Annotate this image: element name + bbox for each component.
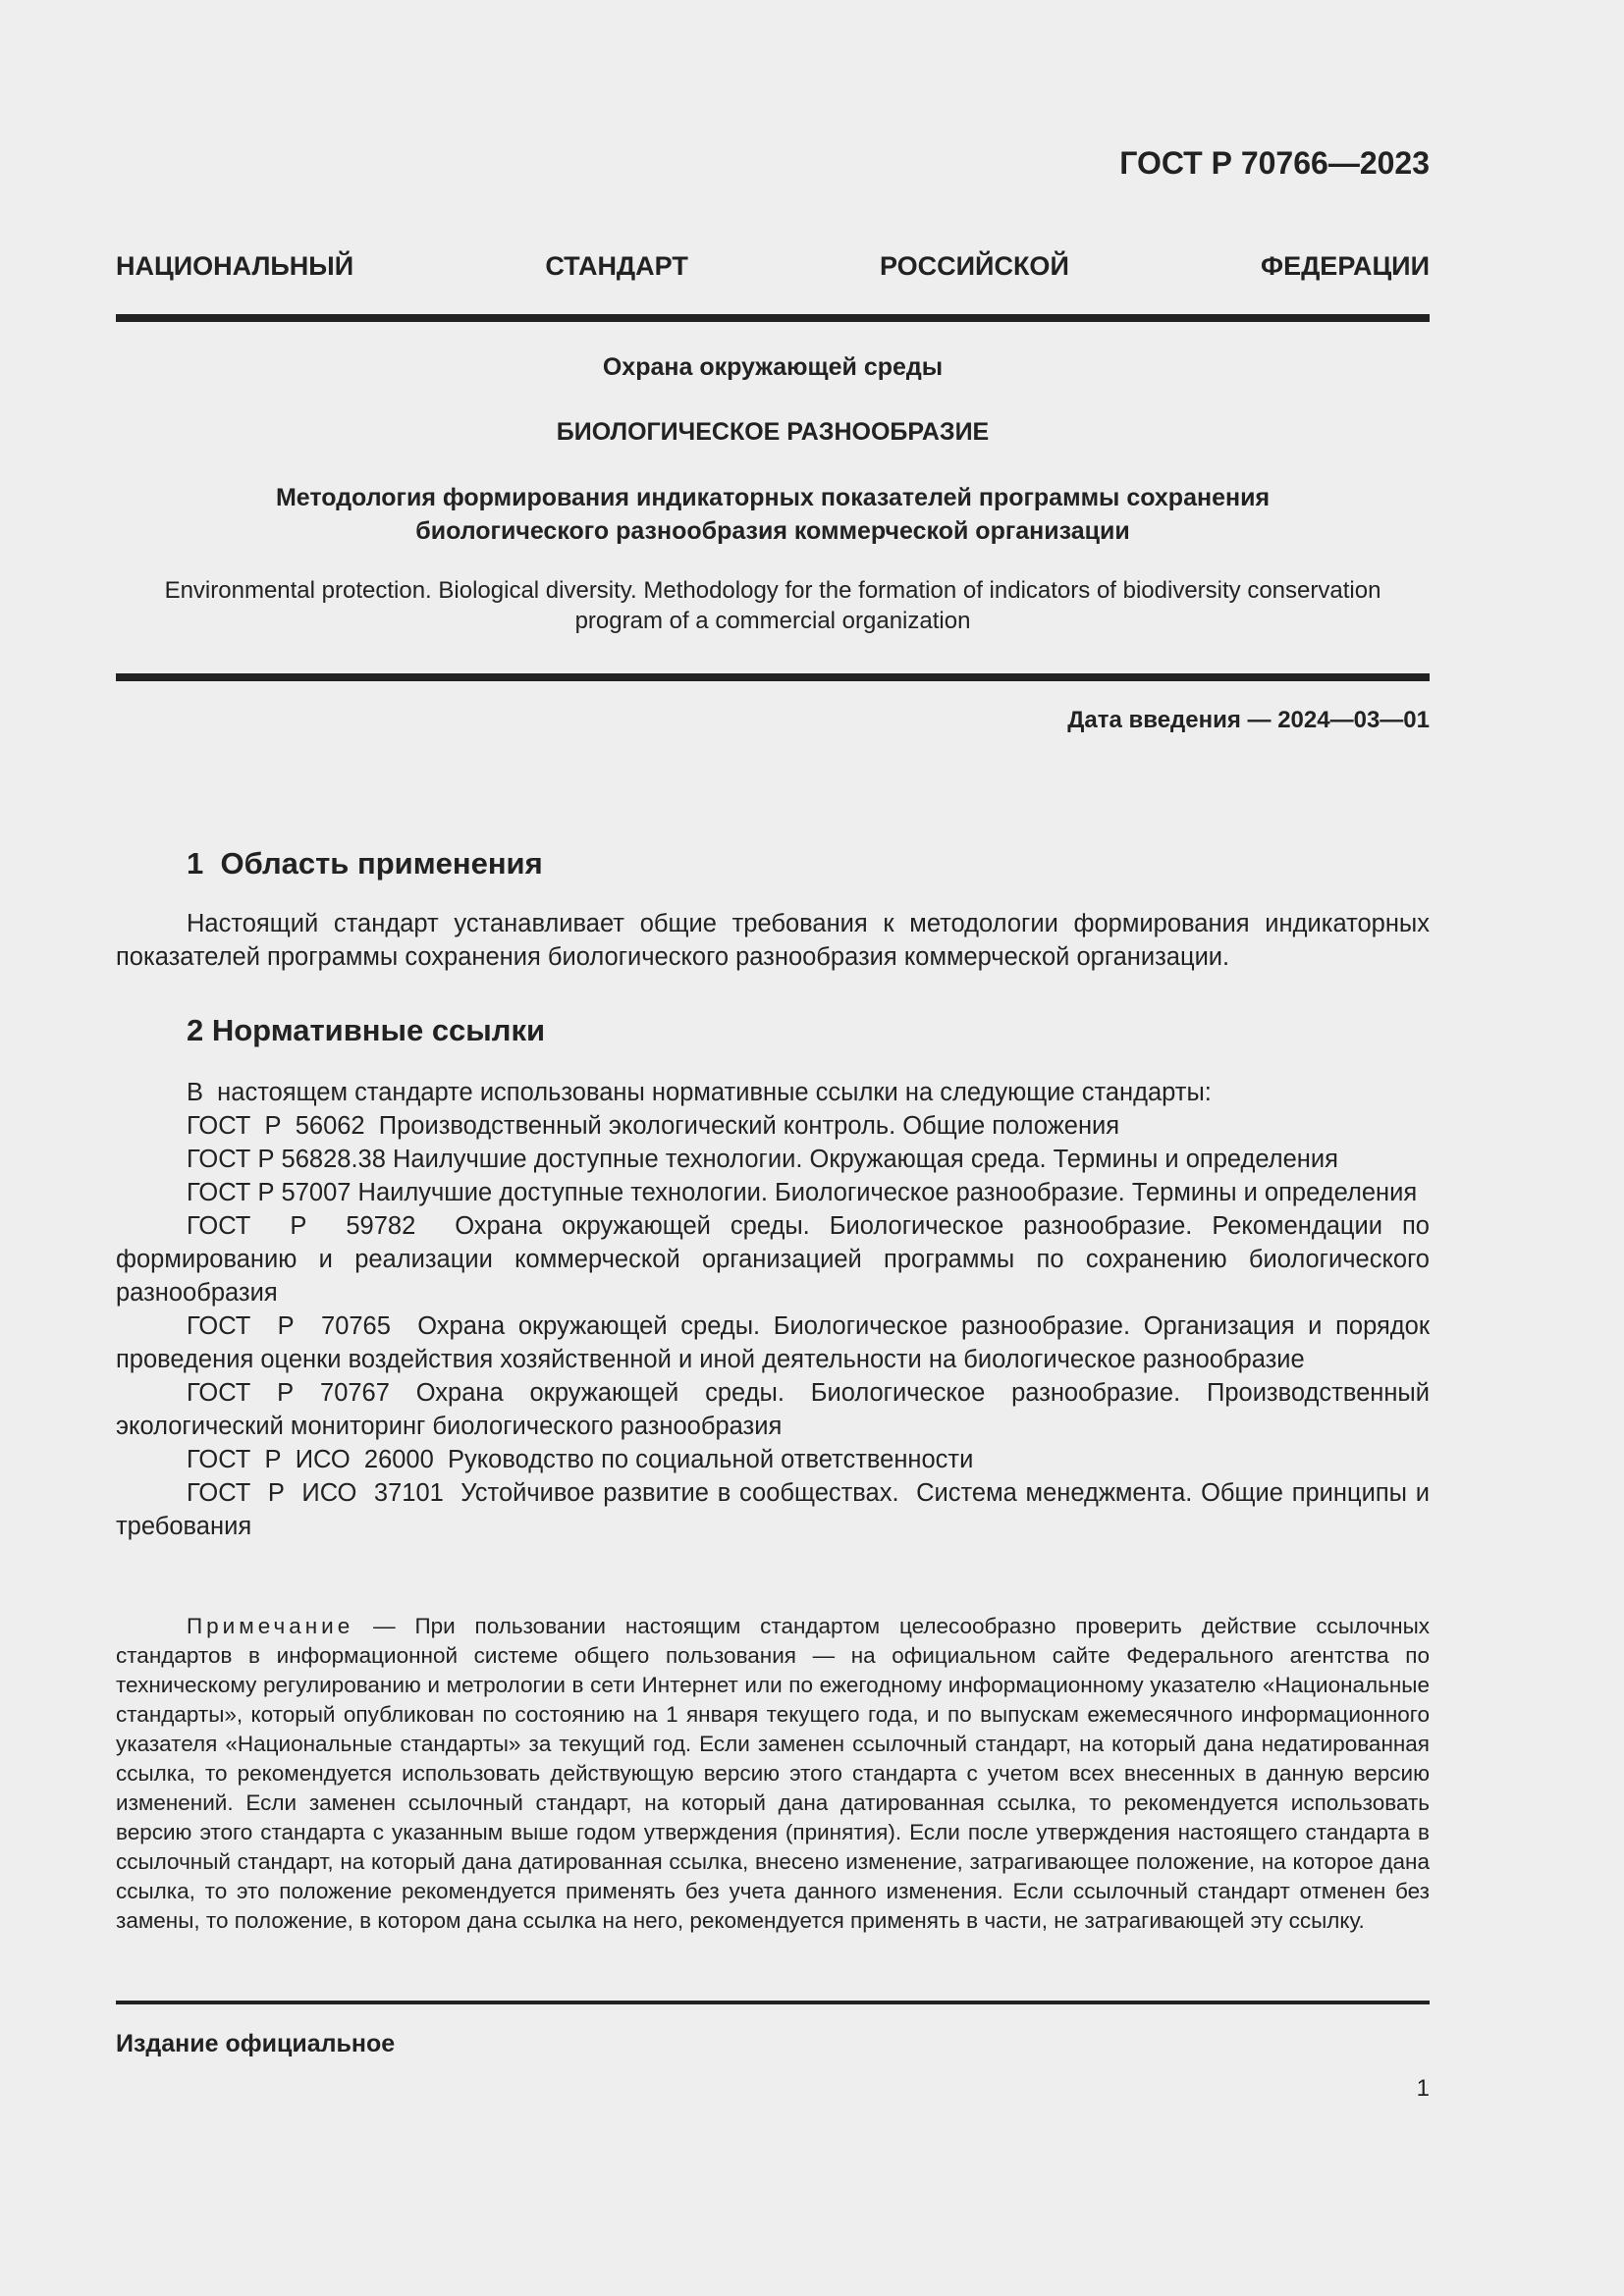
title-subject: Охрана окружающей среды — [602, 353, 944, 381]
title-main: БИОЛОГИЧЕСКОЕ РАЗНООБРАЗИЕ — [556, 418, 990, 446]
page-number: 1 — [1416, 2075, 1430, 2102]
reference-item: ГОСТ Р 56062 Производственный экологический контроль. Общие положения — [187, 1112, 1120, 1140]
reference-item: ГОСТ Р 57007 Наилучшие доступные технологии. Биологическое разнообразие. Термины и определения — [187, 1179, 1418, 1206]
official-edition-label: Издание официальное — [116, 2030, 396, 2057]
section-1-text — [116, 907, 1430, 974]
normative-references — [116, 1076, 1437, 1543]
top-divider — [116, 314, 1430, 322]
national-standard-banner: НАЦИОНАЛЬНЫЙ СТАНДАРТ РОССИЙСКОЙ ФЕДЕРАЦИИ — [116, 251, 1430, 281]
title-methodology-text: Методология формирования индикаторных показателей программы сохранения биологического разнообразия коммерческой организации — [275, 484, 1271, 545]
reference-item: ГОСТ Р 70767 Охрана окружающей среды. Биологическое разнообразие. Производственный экологический мониторинг биологического разнообразия — [116, 1379, 1430, 1440]
title-divider — [116, 673, 1430, 681]
note-label: Примечание — [187, 1614, 354, 1638]
note-text: — При пользовании настоящим стандартом целесообразно проверить действие ссылочных стандартов в информационной системе общего пользования — на официальном сайте Федерального агентства по техническому регулированию и метрологии в сети Интернет или по ежегодному информационному указателю «Национальные стандарты», который опубликован по состоянию на 1 января текущего года, и по выпускам ежемесячного информационного указателя «Национальные стандарты» за текущий год. Если заменен ссылочный стандарт, на который дана недатированная ссылка, то рекомендуется использовать действующую версию этого стандарта с учетом всех внесенных в данную версию изменений. Если заменен ссылочный стандарт, на который дана датированная ссылка, то рекомендуется использовать версию этого стандарта с указанным выше годом утверждения (принятия). Если после утверждения настоящего стандарта в ссылочный стандарт, на который дана датированная ссылка, внесено изменение, затрагивающее положение, на которое дана ссылка, то это положение рекомендуется применять без учета данного изменения. Если ссылочный стандарт отменен без замены, то положение, в котором дана ссылка на него, рекомендуется применять в части, не затрагивающей эту ссылку. — [116, 1614, 1430, 1933]
document-code: ГОСТ Р 70766—2023 — [1119, 145, 1430, 181]
section-1-body: Настоящий стандарт устанавливает общие требования к методологии формирования индикаторных показателей программы сохранения биологического разнообразия коммерческой организации. — [116, 910, 1430, 971]
title-english-text: Environmental protection. Biological diversity. Methodology for the formation of indicators of biodiversity conservation program of a commercial organization — [164, 577, 1381, 634]
reference-item: ГОСТ Р ИСО 26000 Руководство по социальной ответственности — [187, 1446, 974, 1473]
document-page — [116, 0, 1437, 2296]
references-intro: В настоящем стандарте использованы нормативные ссылки на следующие стандарты: — [187, 1079, 1212, 1106]
title-methodology — [116, 481, 1430, 548]
reference-item: ГОСТ Р 59782 Охрана окружающей среды. Биологическое разнообразие. Рекомендации по формированию и реализации коммерческой организацией программы по сохранению биологического разнообразия — [116, 1212, 1437, 1307]
reference-item: ГОСТ Р 56828.38 Наилучшие доступные технологии. Окружающая среда. Термины и определения — [187, 1146, 1338, 1173]
reference-item: ГОСТ Р ИСО 37101 Устойчивое развитие в сообществах. Система менеджмента. Общие принципы и требования — [116, 1479, 1437, 1540]
title-english — [116, 575, 1430, 636]
introduction-date: Дата введения — 2024—03—01 — [1067, 707, 1430, 733]
references-note — [116, 1612, 1430, 1936]
footer-divider — [116, 2001, 1430, 2004]
section-1-heading: 1 Область применения — [187, 846, 543, 881]
section-2-heading: 2 Нормативные ссылки — [187, 1013, 546, 1047]
reference-item: ГОСТ Р 70765 Охрана окружающей среды. Биологическое разнообразие. Организация и порядок проведения оценки воздействия хозяйственной и иной деятельности на биологическое разнообразие — [116, 1312, 1437, 1373]
